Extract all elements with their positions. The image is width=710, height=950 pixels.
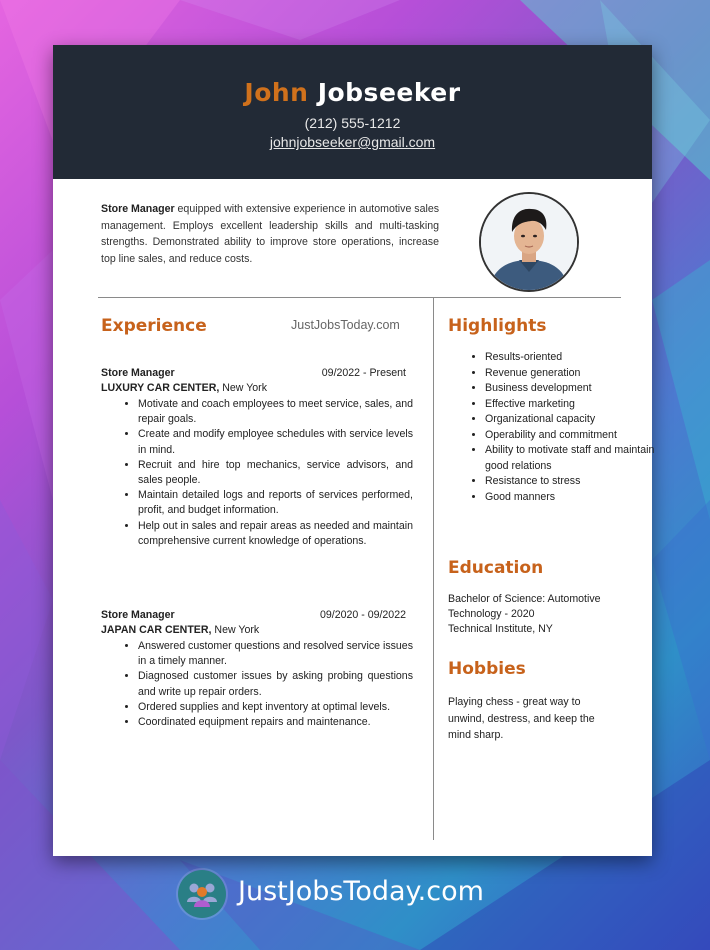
people-group-icon	[178, 870, 226, 918]
duty-item: • Answered customer questions and resolved service issues in a timely manner.	[138, 639, 413, 669]
hobbies-heading: Hobbies	[448, 659, 526, 679]
company-location: New York	[219, 382, 268, 394]
duty-item: • Diagnosed customer issues by asking probing questions and write up repair orders.	[138, 669, 413, 699]
duty-item: • Recruit and hire top mechanics, service advisors, and sales people.	[138, 458, 413, 488]
job-duties	[101, 639, 413, 730]
job-title: Store Manager	[101, 609, 175, 621]
institution-line: Technical Institute, NY	[448, 623, 553, 635]
resume-page	[53, 45, 655, 856]
highlight-item: • Ability to motivate staff and maintain good relations	[485, 443, 655, 474]
job-title: Store Manager	[101, 367, 175, 379]
highlight-item: • Good manners	[485, 490, 655, 506]
column-divider-vertical	[433, 297, 434, 840]
brand-name[interactable]: JustJobsToday.com	[238, 876, 484, 907]
watermark-text: JustJobsToday.com	[291, 318, 400, 332]
hobbies-text: Playing chess - great way to unwind, destress, and keep the mind sharp.	[448, 696, 595, 741]
phone-number: (212) 555-1212	[304, 115, 401, 131]
duty-item: • Motivate and coach employees to meet service, sales, and repair goals.	[138, 397, 413, 427]
email-link[interactable]: johnjobseeker@gmail.com	[269, 134, 436, 150]
highlight-item: • Organizational capacity	[485, 412, 655, 428]
profile-photo	[479, 192, 579, 292]
job-dates: 09/2020 - 09/2022	[319, 609, 406, 621]
resume-header	[53, 45, 652, 179]
job-entry	[101, 366, 413, 549]
summary-role: Store Manager	[101, 203, 175, 215]
first-name: John	[244, 78, 309, 107]
section-divider-horizontal	[98, 297, 621, 298]
degree-line: Bachelor of Science: Automotive Technology - 2020	[448, 593, 601, 620]
company-name: JAPAN CAR CENTER,	[101, 624, 212, 636]
duty-item: • Coordinated equipment repairs and maintenance.	[138, 715, 413, 730]
highlight-item: • Results-oriented	[485, 350, 655, 366]
highlights-heading: Highlights	[448, 316, 547, 336]
brand-logo[interactable]	[178, 870, 226, 918]
candidate-name	[53, 78, 652, 107]
summary-text: equipped with extensive experience in automotive sales management. Employs excellent leadership skills and multi-tasking strengths. Demonstrated ability to improve store operations, increase top line sales, and reduce costs.	[101, 203, 440, 265]
highlight-item: • Revenue generation	[485, 366, 655, 382]
portrait-image	[481, 194, 577, 290]
last-name: Jobseeker	[317, 78, 461, 107]
education-details	[448, 592, 623, 637]
highlight-item: • Resistance to stress	[485, 474, 655, 490]
highlight-item: • Business development	[485, 381, 655, 397]
duty-item: • Help out in sales and repair areas as needed and maintain comprehensive current knowledge of operations.	[138, 519, 413, 549]
summary-paragraph	[101, 201, 439, 267]
duty-item: • Maintain detailed logs and reports of services performed, profit, and budget information.	[138, 488, 413, 518]
job-duties	[101, 397, 413, 549]
experience-heading: Experience	[101, 316, 207, 336]
job-dates: 09/2022 - Present	[321, 367, 406, 379]
company-location: New York	[211, 624, 260, 636]
highlight-item: • Operability and commitment	[485, 428, 655, 444]
job-entry	[101, 608, 413, 730]
company-name: LUXURY CAR CENTER,	[101, 382, 220, 394]
highlight-item: • Effective marketing	[485, 397, 655, 413]
education-heading: Education	[448, 558, 544, 578]
duty-item: • Create and modify employee schedules with service levels in mind.	[138, 427, 413, 457]
duty-item: • Ordered supplies and kept inventory at optimal levels.	[138, 700, 413, 715]
highlights-list	[448, 350, 655, 505]
